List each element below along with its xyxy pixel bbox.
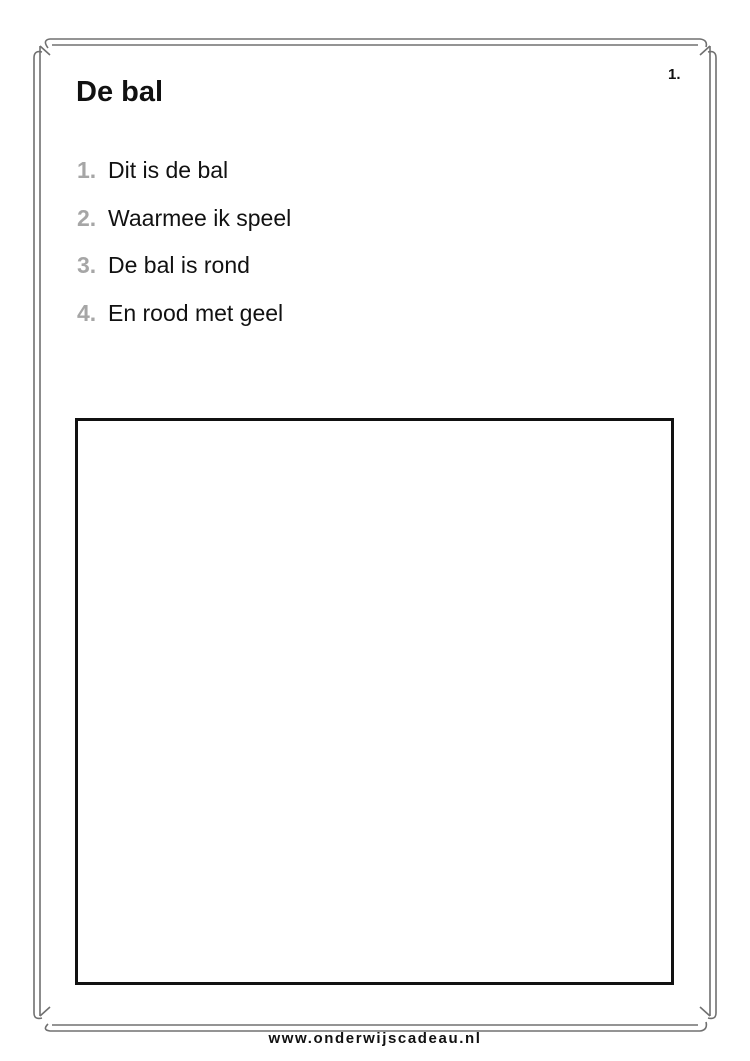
page-title: De bal [76,76,164,108]
line-number: 4. [77,299,97,326]
line-number: 2. [77,204,97,231]
poem-lines [77,147,291,337]
list-item [77,290,291,338]
list-item [77,195,291,243]
list-item [77,242,291,290]
page-number: 1. [668,66,681,83]
drawing-area [75,418,674,985]
line-text: De bal is rond [108,252,250,279]
line-text: Waarmee ik speel [108,204,292,231]
line-number: 1. [77,157,97,184]
line-text: Dit is de bal [108,157,229,184]
footer-url: www.onderwijscadeau.nl [268,1030,482,1047]
line-text: En rood met geel [108,299,284,326]
line-number: 3. [77,252,97,279]
list-item [77,147,291,195]
